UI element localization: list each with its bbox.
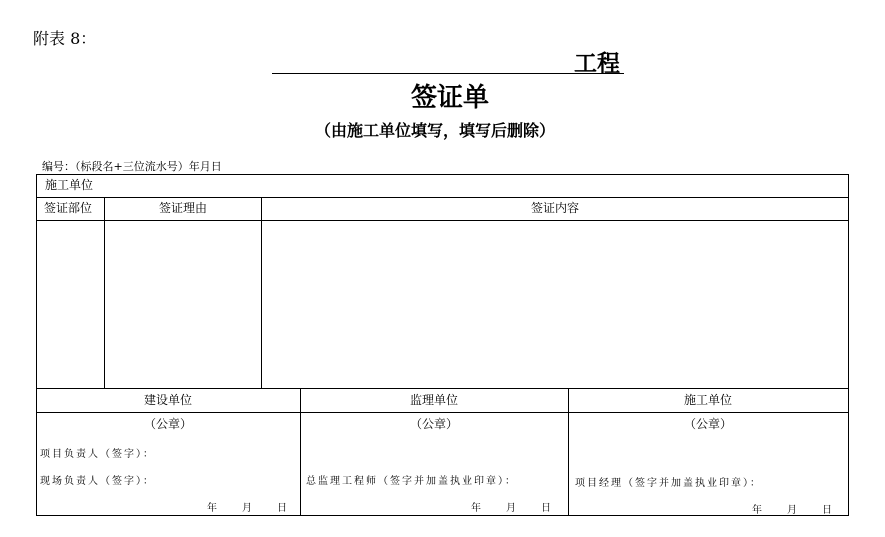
construction-unit-field[interactable] [106,175,846,195]
owner-date [207,499,289,514]
date-month-label: 月 [787,505,799,516]
date-day-label: 日 [822,505,834,516]
owner-unit-header: 建设单位 [143,393,193,407]
date-day-label: 日 [277,503,289,514]
visa-reason-label: 签证理由 [158,201,208,215]
project-manager-signature-label: 项目经理（签字并加盖执业印章）： [575,478,762,489]
chief-supervisor-signature-label: 总监理工程师（签字并加盖执业印章）： [306,476,517,487]
table-col-divider [300,388,301,515]
table-row-divider [36,412,849,413]
supervision-date [471,499,553,514]
form-subtitle: （由施工单位填写，填写后删除） [315,121,556,140]
table-border-bottom [36,515,849,516]
owner-seal-label: （公章） [143,417,193,431]
construction-unit-label: 施工单位 [45,178,94,192]
supervision-seal-label: （公章） [409,417,459,431]
site-leader-signature-label: 现场负责人（签字）： [40,476,155,487]
visa-form-table [36,174,849,516]
contractor-seal-label: （公章） [683,417,733,431]
table-row-divider [36,388,849,389]
project-suffix: 工程 [574,50,620,77]
appendix-label: 附表 8： [33,29,97,48]
date-month-label: 月 [242,503,254,514]
serial-number-note: 编号：（标段名+三位流水号）年月日 [42,160,222,173]
contractor-date [752,501,834,516]
table-border-right [848,174,849,516]
date-year-label: 年 [471,503,483,514]
visa-location-label: 签证部位 [44,201,93,215]
supervision-unit-header: 监理单位 [409,393,459,407]
visa-reason-field[interactable] [105,221,260,387]
contractor-unit-header: 施工单位 [683,393,733,407]
date-year-label: 年 [207,503,219,514]
date-day-label: 日 [541,503,553,514]
visa-content-label: 签证内容 [530,201,580,215]
visa-location-field[interactable] [37,221,103,387]
project-name-blank-line [272,73,624,74]
table-row-divider [36,197,849,198]
form-title: 签证单 [411,83,490,113]
table-col-divider [568,388,569,515]
project-leader-signature-label: 项目负责人（签字）： [40,449,155,460]
visa-content-field[interactable] [262,221,847,387]
date-month-label: 月 [506,503,518,514]
date-year-label: 年 [752,505,764,516]
